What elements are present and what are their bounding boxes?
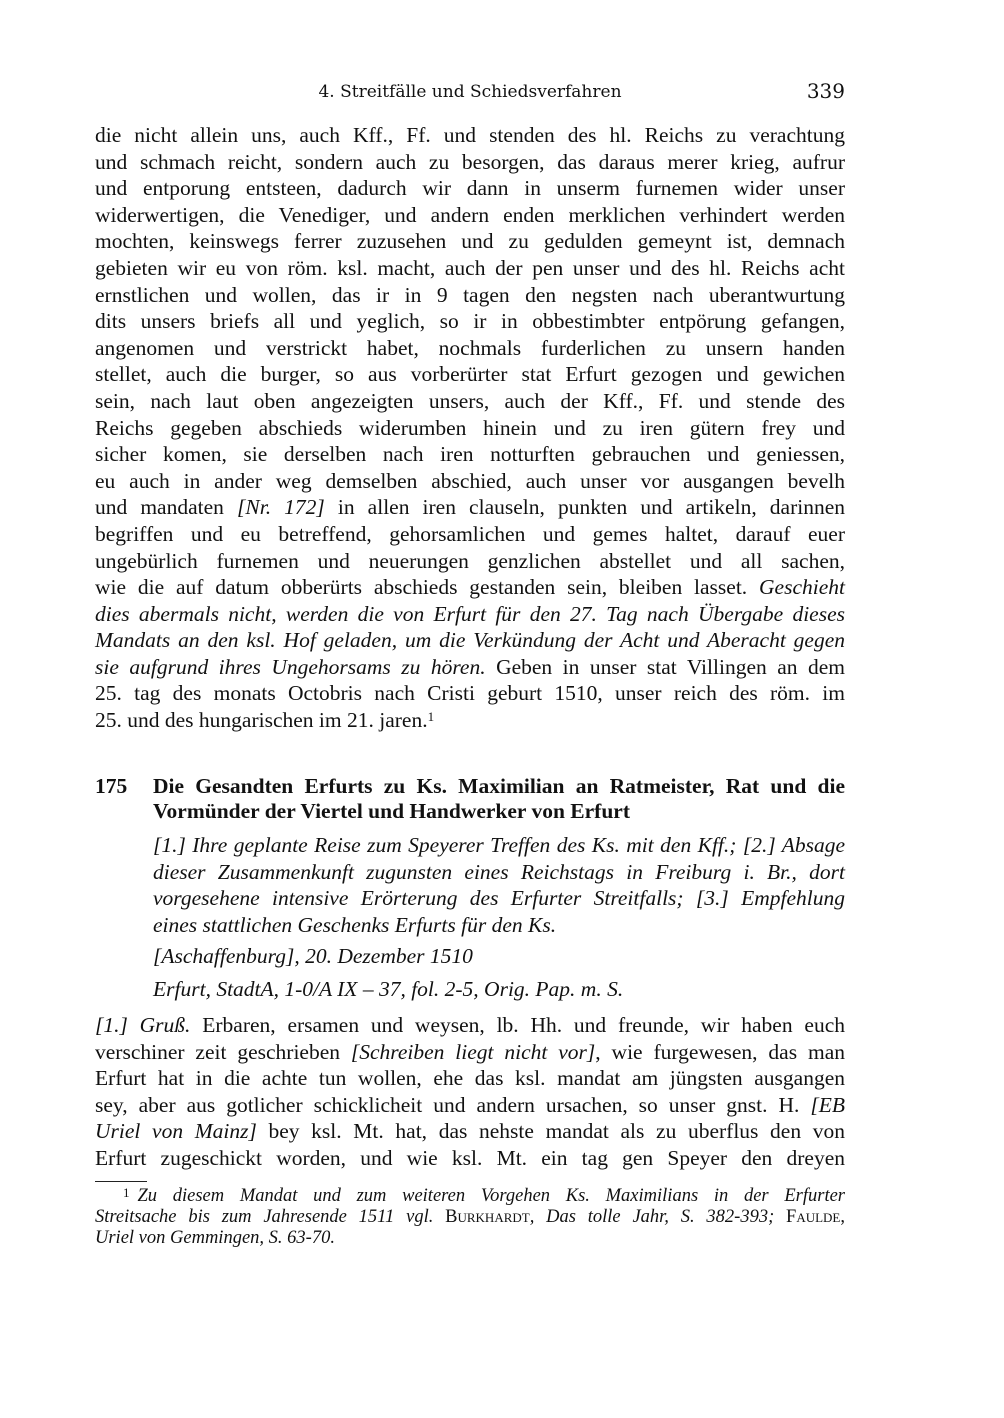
text-line [95,574,845,601]
text-line [95,1118,845,1145]
editorial-note: [Schreiben liegt nicht vor] [350,1039,596,1064]
footnote-line [95,1186,845,1207]
text-line [95,494,845,521]
text-line [95,654,845,681]
editorial-note: sie aufgrund ihres Ungehorsams zu hören. [95,654,486,679]
footnote-line: Uriel von Gemmingen, S. 63-70. [95,1228,335,1248]
text-segment: Geben in unser stat Villingen an dem [485,654,845,679]
text-segment: , Das tolle Jahr, S. 382-393; [529,1207,787,1227]
text-line: Reichs gegeben abschieds widerumben hinein und zu iren gütern frey und [95,415,845,440]
document-number: 175 [95,774,128,798]
text-line: Erfurt zugeschickt worden, und wie ksl. Mt. ein tag gen Speyer den dreyen [95,1145,845,1170]
text-segment: , wie furgewesen, das man [595,1039,845,1064]
text-line: mochten, keinswegs ferrer zuzusehen und zu gedulden gemeynt ist, demnach [95,229,845,254]
text-segment: bey ksl. Mt. hat, das nehste mandat als zu uberflus den von [256,1119,846,1144]
main-text-block [95,122,845,734]
text-line [95,1039,845,1066]
text-segment: Streitsache bis zum Jahresende 1511 vgl. [95,1207,446,1227]
text-line: eu auch in ander weg demselben abschied, auch unser vor ausgangen bevelh [95,468,845,493]
text-segment: , [840,1207,845,1227]
document-regest [153,832,845,938]
text-line: dits unsers briefs all und yeglich, so ir in obbestimbter entpörung gefangen, [95,309,845,334]
running-head-title: 4. Streitfälle und Schiedsverfahren [318,82,622,102]
regest-line: [1.] Ihre geplante Reise zum Speyerer Treffen des Ks. mit den Kff.; [2.] Absage [153,833,845,857]
text-segment: Erbaren, ersamen und weysen, lb. Hh. und freunde, wir haben euch [190,1013,845,1037]
text-line: widerwertigen, die Venediger, und andern enden merklichen verhindert werden [95,202,845,227]
footnote-line [95,1207,845,1228]
document-source: Erfurt, StadtA, 1-0/A IX – 37, fol. 2-5, Orig. Pap. m. S. [153,977,624,1001]
text-line: angenomen und verstrickt habet, nochmals furderlichen zu unsern handen [95,335,845,360]
text-line [95,1012,845,1039]
text-line: Erfurt hat in die achte tun wollen, ehe das ksl. mandat am jüngsten ausgangen [95,1066,845,1091]
editorial-note: Geschieht [759,575,845,600]
title-line: Vormünder der Viertel und Handwerker von Erfurt [153,799,630,823]
text-line: begriffen und eu betreffend, gehorsamlichen und gemes haltet, darauf euer [95,521,845,546]
footnote-separator [95,1181,147,1182]
footnote-reference[interactable]: 1 [427,709,435,725]
text-line: sicher komen, sie derselben nach iren notturften gebrauchen und geniessen, [95,442,845,467]
text-segment: 25. und des hungarischen im 21. jaren. [95,708,428,733]
running-head [95,79,845,110]
cross-reference: [Nr. 172] [237,495,325,520]
text-segment: wie die auf datum obberürts abschieds gestanden sein, bleiben lasset. [95,575,760,600]
document-date: [Aschaffenburg], 20. Dezember 1510 [153,944,473,968]
text-line: und schmach reicht, sondern auch zu besorgen, das daraus merer krieg, aufrur [95,149,845,174]
text-line: ungebürlich furnemen und neuerungen genzlichen abstellet und all sachen, [95,548,845,573]
text-line [95,707,845,734]
document-title [153,774,845,824]
text-line: gebieten wir eu von röm. ksl. macht, auch der pen unser und des hl. Reichs acht [95,255,845,280]
editorial-note: Uriel von Mainz] [95,1119,257,1144]
text-line: sein, nach laut oben angezeigten unsers, auch der Kff., Ff. und stende des [95,388,845,413]
text-line: stellet, auch die burger, so aus vorberürter stat Erfurt gezogen und gewichen [95,362,845,387]
document-text-block [95,1012,845,1172]
text-line [95,1092,845,1119]
text-segment: Zu diesem Mandat und zum weiteren Vorgehen Ks. Maximilians in der Erfurter [137,1186,845,1206]
editorial-note: [1.] Gruß. [95,1013,191,1037]
page-number: 339 [806,79,845,103]
text-segment: sey, aber aus gotlicher schicklicheit und andern ursachen, so unser gnst. H. [95,1092,811,1117]
text-line: und entporung entsteen, dadurch wir dann in unserm furnemen wider unser [95,176,845,201]
text-line: ernstlichen und wollen, das ir in 9 tagen den negsten nach uberantwurtung [95,282,845,307]
regest-line: dieser Zusammenkunft zugunsten eines Reichstags in Freiburg i. Br., dort [153,859,845,884]
title-line: Die Gesandten Erfurts zu Ks. Maximilian an Ratmeister, Rat und die [153,774,845,798]
text-line: die nicht allein uns, auch Kff., Ff. und stenden des hl. Reichs zu verachtung [95,123,845,147]
text-line: 25. tag des monats Octobris nach Cristi geburt 1510, unser reich des röm. im [95,681,845,706]
footnote-mark: 1 [123,1185,130,1200]
text-segment: in allen iren clauseln, punkten und artikeln, darinnen [324,495,845,520]
author-name: Burkhardt [445,1207,530,1227]
text-segment: und mandaten [95,495,237,520]
editorial-note-line: Mandats an den ksl. Hof geladen, um die Verkündung der Acht und Aberacht gegen [95,628,845,653]
regest-line: vorgesehene intensive Erörterung des Erfurter Streitfalls; [3.] Empfehlung [153,886,845,911]
regest-line: eines stattlichen Geschenks Erfurts für den Ks. [153,912,557,937]
author-name: Faulde [786,1207,841,1227]
footnote [95,1186,845,1249]
editorial-note-line: dies abermals nicht, werden die von Erfurt für den 27. Tag nach Übergabe dieses [95,601,845,626]
text-segment: verschiner zeit geschrieben [95,1039,351,1064]
editorial-note: [EB [810,1092,845,1117]
